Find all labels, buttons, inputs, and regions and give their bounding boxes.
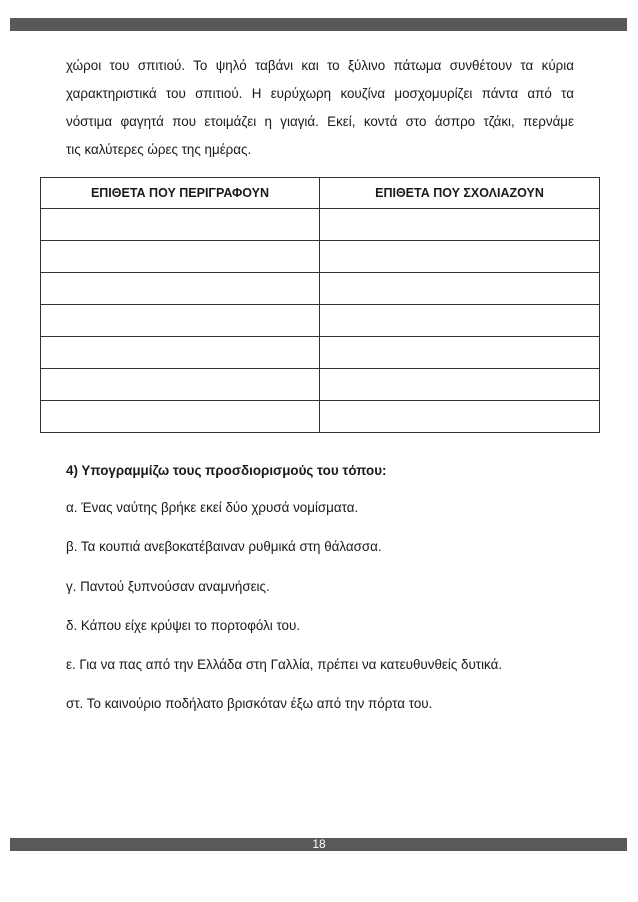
exercise-item: δ. Κάπου είχε κρύψει το πορτοφόλι του. (66, 618, 301, 633)
story-paragraph (66, 52, 574, 164)
commenting-answer-cell[interactable] (320, 305, 600, 337)
table-row (41, 401, 600, 433)
header-bar (10, 18, 627, 31)
exercise-heading: 4) Υπογραμμίζω τους προσδιορισμούς του τόπου: (66, 463, 387, 478)
commenting-answer-cell[interactable] (320, 401, 600, 433)
table-row (41, 209, 600, 241)
table-row (41, 369, 600, 401)
table-body (41, 209, 600, 433)
describing-answer-cell[interactable] (41, 273, 320, 305)
table-row (41, 337, 600, 369)
table-row (41, 273, 600, 305)
commenting-answer-cell[interactable] (320, 209, 600, 241)
commenting-answer-cell[interactable] (320, 337, 600, 369)
describing-answer-cell[interactable] (41, 305, 320, 337)
paragraph-line: χώροι του σπιτιού. Το ψηλό ταβάνι και το ξύλινο πάτωμα συνθέτουν τα κύρια (66, 58, 574, 73)
table-header-row (41, 178, 600, 209)
page-number: 18 (312, 837, 326, 851)
paragraph-line: τις καλύτερες ώρες της ημέρας. (66, 142, 252, 157)
exercise-item: στ. Το καινούριο ποδήλατο βρισκόταν έξω από την πόρτα του. (66, 696, 433, 711)
exercise-item: β. Τα κουπιά ανεβοκατέβαιναν ρυθμικά στη θάλασσα. (66, 539, 382, 554)
exercise-4 (66, 460, 586, 711)
exercise-item: α. Ένας ναύτης βρήκε εκεί δύο χρυσά νομίσματα. (66, 500, 359, 515)
commenting-answer-cell[interactable] (320, 273, 600, 305)
exercise-item: ε. Για να πας από την Ελλάδα στη Γαλλία, πρέπει να κατευθυνθείς δυτικά. (66, 657, 503, 672)
commenting-answer-cell[interactable] (320, 369, 600, 401)
table-row (41, 241, 600, 273)
commenting-answer-cell[interactable] (320, 241, 600, 273)
column-header-describing: ΕΠΙΘΕΤΑ ΠΟΥ ΠΕΡΙΓΡΑΦΟΥΝ (41, 178, 320, 209)
table-row (41, 305, 600, 337)
paragraph-line: χαρακτηριστικά του σπιτιού. Η ευρύχωρη κουζίνα μοσχομυρίζει πάντα από τα (66, 86, 574, 101)
describing-answer-cell[interactable] (41, 369, 320, 401)
describing-answer-cell[interactable] (41, 241, 320, 273)
describing-answer-cell[interactable] (41, 209, 320, 241)
describing-answer-cell[interactable] (41, 337, 320, 369)
paragraph-line: νόστιμα φαγητά που ετοιμάζει η γιαγιά. Εκεί, κοντά στο άσπρο τζάκι, περνάμε (66, 114, 574, 129)
describing-answer-cell[interactable] (41, 401, 320, 433)
exercise-item: γ. Παντού ξυπνούσαν αναμνήσεις. (66, 579, 270, 594)
column-header-commenting: ΕΠΙΘΕΤΑ ΠΟΥ ΣΧΟΛΙΑΖΟΥΝ (320, 178, 600, 209)
adjectives-table (40, 177, 600, 433)
